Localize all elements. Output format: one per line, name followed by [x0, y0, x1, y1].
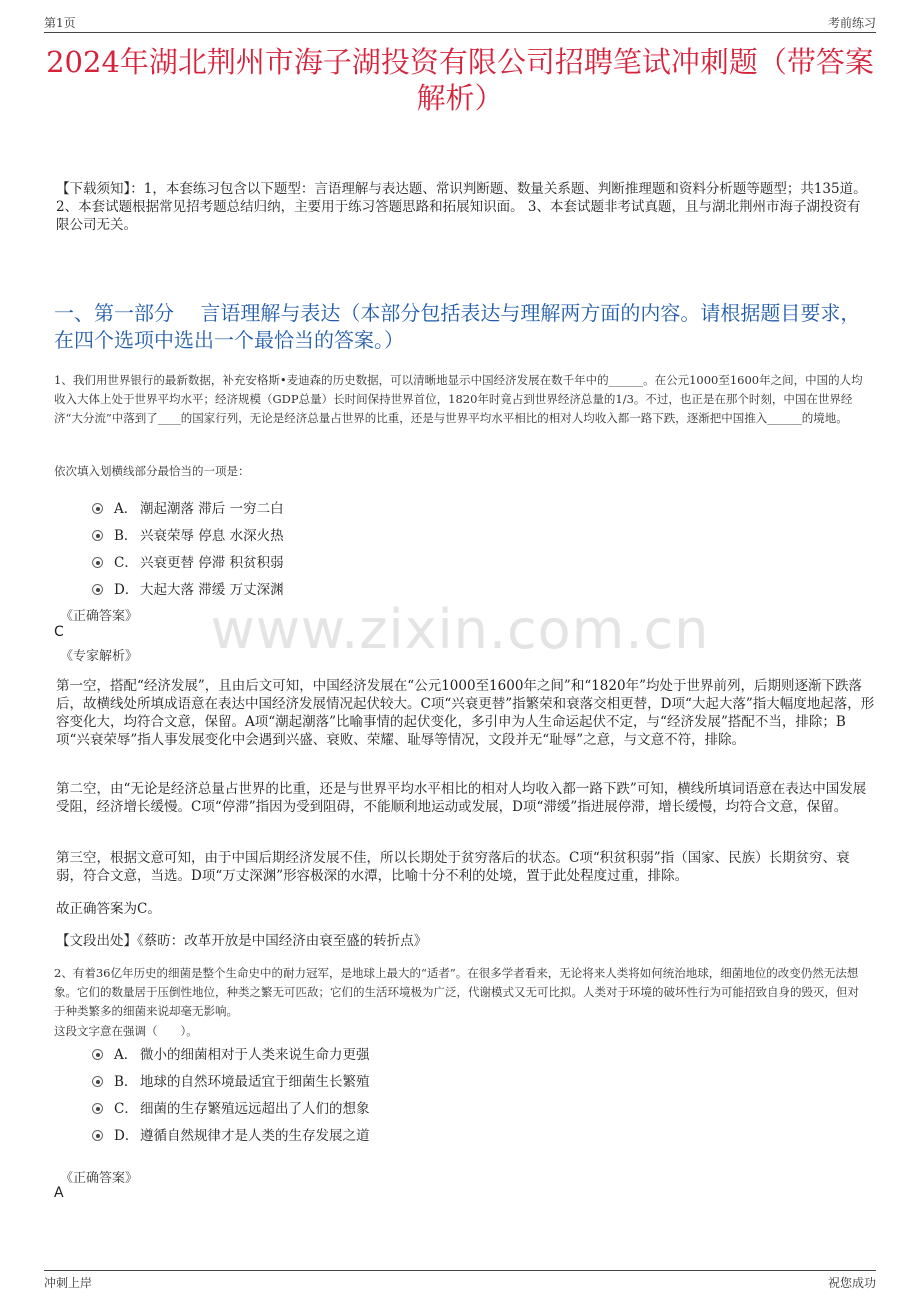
- correct-answer-label: 《正确答案》: [60, 609, 139, 624]
- question-1-options: [92, 497, 512, 605]
- question-1-prompt: 依次填入划横线部分最恰当的一项是：: [54, 464, 250, 478]
- option-letter: C．: [114, 555, 138, 571]
- analysis-paragraph-3: 第三空，根据文意可知，由于中国后期经济发展不佳，所以长期处于贫穷落后的状态。C项“积贫积弱”指（国家、民族）长期贫穷、衰弱，符合文意，当选。D项“万丈深渊”形容极深的水潭，比喻十分不利的处境，置于此处程度过重，排除。: [56, 850, 850, 884]
- option-text: 地球的自然环境最适宜于细菌生长繁殖: [140, 1074, 370, 1090]
- option-text: 潮起潮落 滞后 一穷二白: [140, 501, 284, 517]
- page-number: 第1页: [44, 16, 76, 30]
- option-b[interactable]: [92, 524, 512, 551]
- option-d[interactable]: [92, 1124, 512, 1151]
- analysis-conclusion: 故正确答案为C。: [56, 901, 161, 917]
- radio-button-icon[interactable]: [92, 1076, 103, 1087]
- option-text: 兴衰荣辱 停息 水深火热: [140, 528, 284, 544]
- radio-button-icon[interactable]: [92, 1103, 103, 1114]
- option-text: 兴衰更替 停滞 积贫积弱: [140, 555, 284, 571]
- option-letter: B．: [114, 1074, 138, 1090]
- option-text: 大起大落 滞缓 万丈深渊: [140, 582, 284, 598]
- radio-button-icon[interactable]: [92, 530, 103, 541]
- expert-analysis-label: 《专家解析》: [60, 649, 139, 664]
- option-text: 遵循自然规律才是人类的生存发展之道: [140, 1128, 370, 1144]
- option-b[interactable]: [92, 1070, 512, 1097]
- option-letter: A．: [114, 501, 138, 517]
- correct-answer: C: [54, 624, 64, 640]
- radio-button-icon[interactable]: [92, 584, 103, 595]
- option-c[interactable]: [92, 551, 512, 578]
- section-title: 一、第一部分 言语理解与表达（本部分包括表达与理解两方面的内容。请根据题目要求，在四个选项中选出一个最恰当的答案。）: [54, 301, 861, 352]
- radio-button-icon[interactable]: [92, 1049, 103, 1060]
- question-2-options: [92, 1043, 512, 1151]
- page-header: [44, 12, 876, 33]
- option-a[interactable]: [92, 497, 512, 524]
- question-2-prompt: 这段文字意在强调（ ）。: [54, 1024, 198, 1038]
- option-letter: D．: [114, 582, 139, 598]
- radio-button-icon[interactable]: [92, 1130, 103, 1141]
- download-notice: 【下载须知】：1，本套练习包含以下题型：言语理解与表达题、常识判断题、数量关系题、判断推理题和资料分析题等题型；共135道。 2、本套试题根据常见招考题总结归纳，主要用于练习答题思路和拓展知识面。 3、本套试题非考试真题，且与湖北荆州市海子湖投资有限公司无关。: [56, 181, 867, 233]
- question-1-text: 1、我们用世界银行的最新数据，补充安格斯•麦迪森的历史数据，可以清晰地显示中国经济发展在数千年中的______。在公元1000至1600年之间，中国的人均收入大体上处于世界平均水平；经济规模（GDP总量）长时间保持世界首位，1820年时竟占到世界经济总量的1/3。不过，也正是在那个时刻，中国在世界经济“大分流”中落到了____的国家行列，无论是经济总量占世界的比重，还是与世界平均水平相比的相对人均收入都一路下跌，逐渐把中国推入______的境地。: [54, 373, 863, 425]
- footer-right-text: 祝您成功: [827, 1276, 876, 1290]
- option-c[interactable]: [92, 1097, 512, 1124]
- correct-answer-label: 《正确答案》: [60, 1171, 139, 1186]
- watermark: www.zixin.com.cn: [210, 598, 710, 661]
- option-letter: A．: [114, 1047, 138, 1063]
- option-a[interactable]: [92, 1043, 512, 1070]
- option-text: 微小的细菌相对于人类来说生命力更强: [140, 1047, 370, 1063]
- radio-button-icon[interactable]: [92, 557, 103, 568]
- option-letter: D．: [114, 1128, 139, 1144]
- option-text: 细菌的生存繁殖远远超出了人们的想象: [140, 1101, 370, 1117]
- option-letter: B．: [114, 528, 138, 544]
- analysis-paragraph-2: 第二空，由“无论是经济总量占世界的比重，还是与世界平均水平相比的相对人均收入都一路下跌”可知，横线所填词语意在表达中国发展受阻，经济增长缓慢。C项“停滞”指因为受到阻碍，不能顺利地运动或发展，D项“滞缓”指进展停滞，增长缓慢，均符合文意，保留。: [56, 781, 867, 815]
- analysis-paragraph-1: 第一空，搭配“经济发展”，且由后文可知，中国经济发展在“公元1000至1600年之间”和“1820年”均处于世界前列，后期则逐渐下跌落后，故横线处所填成语意在表达中国经济发展情况起伏较大。C项“兴衰更替”指繁荣和衰落交相更替，D项“大起大落”指大幅度地起落，形容变化大，均符合文意，保留。A项“潮起潮落”比喻事情的起伏变化，多引申为人生命运起伏不定，与“经济发展”搭配不当，排除；B项“兴衰荣辱”指人事发展变化中会遇到兴盛、衰败、荣耀、耻辱等情况，文段并无“耻辱”之意，与文意不符，排除。: [56, 678, 875, 748]
- option-letter: C．: [114, 1101, 138, 1117]
- radio-button-icon[interactable]: [92, 503, 103, 514]
- document-title: 2024年湖北荆州市海子湖投资有限公司招聘笔试冲刺题（带答案解析）: [46, 45, 874, 115]
- question-2-text: 2、有着36亿年历史的细菌是整个生命史中的耐力冠军，是地球上最大的“适者”。在很多学者看来，无论将来人类将如何统治地球，细菌地位的改变仍然无法想象。它们的数量居于压倒性地位，种类之繁无可匹敌；它们的生活环境极为广泛，代谢模式又无可比拟。人类对于环境的破坏性行为可能招致自身的毁灭，但对于种类繁多的细菌来说却毫无影响。: [54, 966, 859, 1018]
- footer-left-text: 冲刺上岸: [44, 1276, 93, 1290]
- header-label: 考前练习: [827, 16, 876, 30]
- page-footer: [44, 1270, 876, 1293]
- source-citation: 【文段出处】《蔡昉：改革开放是中国经济由衰至盛的转折点》: [56, 933, 428, 949]
- correct-answer: A: [54, 1185, 64, 1201]
